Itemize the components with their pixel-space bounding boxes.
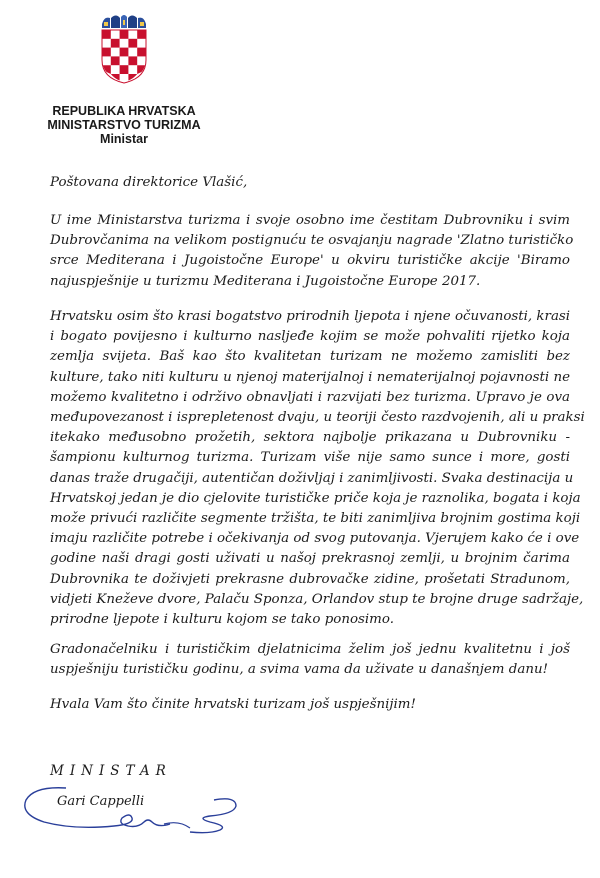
text-line: imaju različite potrebe i očekivanja od svog putovanja. Vjerujem kako će i ove xyxy=(50,531,580,547)
handwritten-signature-icon xyxy=(14,782,244,842)
paragraph-text xyxy=(50,307,585,630)
signature-name: Gari Cappelli xyxy=(57,794,145,809)
paragraph-text xyxy=(50,695,570,715)
crest-shield xyxy=(102,30,146,83)
paragraph-text xyxy=(50,211,574,292)
text-line: i bogato povijesno i kulturno nasljeđe kojim se može pohvaliti rijetko koja xyxy=(50,329,570,345)
text-line: možemo kvalitetno i održivo obnavljati i razvijati bez turizma. Upravo je ova xyxy=(50,389,570,405)
text-line: Dubrovčanima na velikom postignuću te osvajanju nagrade 'Zlatno turističko xyxy=(50,233,574,249)
text-line: kulture, tako niti kulturu u njenoj materijalnoj i nematerijalnoj pojavnosti ne xyxy=(50,369,570,385)
text-line: godine naši dragi gosti uživati u našoj prekrasnoj zemlji, u brojnim čarima xyxy=(50,551,570,567)
crest-crown xyxy=(102,15,146,28)
signature-title: MINISTAR xyxy=(50,763,172,779)
letterhead-ministry: MINISTARSTVO TURIZMA xyxy=(47,118,201,132)
letter-paragraph-2 xyxy=(50,307,585,630)
letter-paragraph-3 xyxy=(50,640,570,680)
letterhead-country: REPUBLIKA HRVATSKA xyxy=(52,104,196,118)
letterhead xyxy=(0,104,248,146)
text-line: Hrvatskoj jedan je dio cjelovite turističke priče koja je raznolika, bogata i koja xyxy=(50,490,581,506)
text-line: šampionu kulturnog turizma. Turizam više nije samo sunce i more, gosti xyxy=(50,450,570,466)
text-line: danas traže drugačiji, autentičan doživljaj i zanimljivosti. Svaka destinacija u xyxy=(50,470,574,486)
letterhead-office: Ministar xyxy=(100,132,148,146)
text-line: može privući različite segmente tržišta, te biti zanimljiva brojnim gostima koji xyxy=(50,511,581,527)
text-line: U ime Ministarstva turizma i svoje osobno ime čestitam Dubrovniku i svim xyxy=(50,213,570,228)
letter-paragraph-4 xyxy=(50,695,570,715)
text-line: Hrvatsku osim što krasi bogatstvo prirodnih ljepota i njene očuvanosti, krasi xyxy=(50,309,571,324)
letter-paragraph-1 xyxy=(50,211,574,292)
letter-salutation: Poštovana direktorice Vlašić, xyxy=(50,175,248,190)
text-line: zemlja svijeta. Baš kao što kvalitetan turizam ne možemo zamisliti bez xyxy=(50,349,570,365)
paragraph-text xyxy=(50,640,570,680)
text-line: vidjeti Kneževe dvore, Palaču Sponza, Orlandov stup te brojne druge sadržaje, xyxy=(50,591,584,607)
text-line: uspješniju turističku godinu, a svima vama da uživate u današnjem danu! xyxy=(50,662,548,678)
text-line: međupovezanost i isprepletenost dvaju, u teoriji često razdvojenih, ali u praksi xyxy=(50,410,585,426)
text-line: Dubrovnika te doživjeti prekrasne dubrovačke zidine, prošetati Stradunom, xyxy=(50,571,570,587)
text-line: itekako međusobno prožetih, sektora najbolje prikazana u Dubrovniku - xyxy=(50,430,570,446)
text-line: prirodne ljepote i kulturu kojom se tako ponosimo. xyxy=(50,612,394,628)
croatian-coat-of-arms-icon xyxy=(99,14,149,84)
text-line: Gradonačelniku i turističkim djelatnicima želim još jednu kvalitetnu i još xyxy=(50,642,570,657)
text-line: najuspješnije u turizmu Mediterana i Jugoistočne Europe 2017. xyxy=(50,273,481,289)
text-line: Hvala Vam što činite hrvatski turizam još uspješnijim! xyxy=(50,697,416,712)
text-line: srce Mediterana i Jugoistočne Europe' u okviru turističke akcije 'Biramo xyxy=(50,253,570,269)
